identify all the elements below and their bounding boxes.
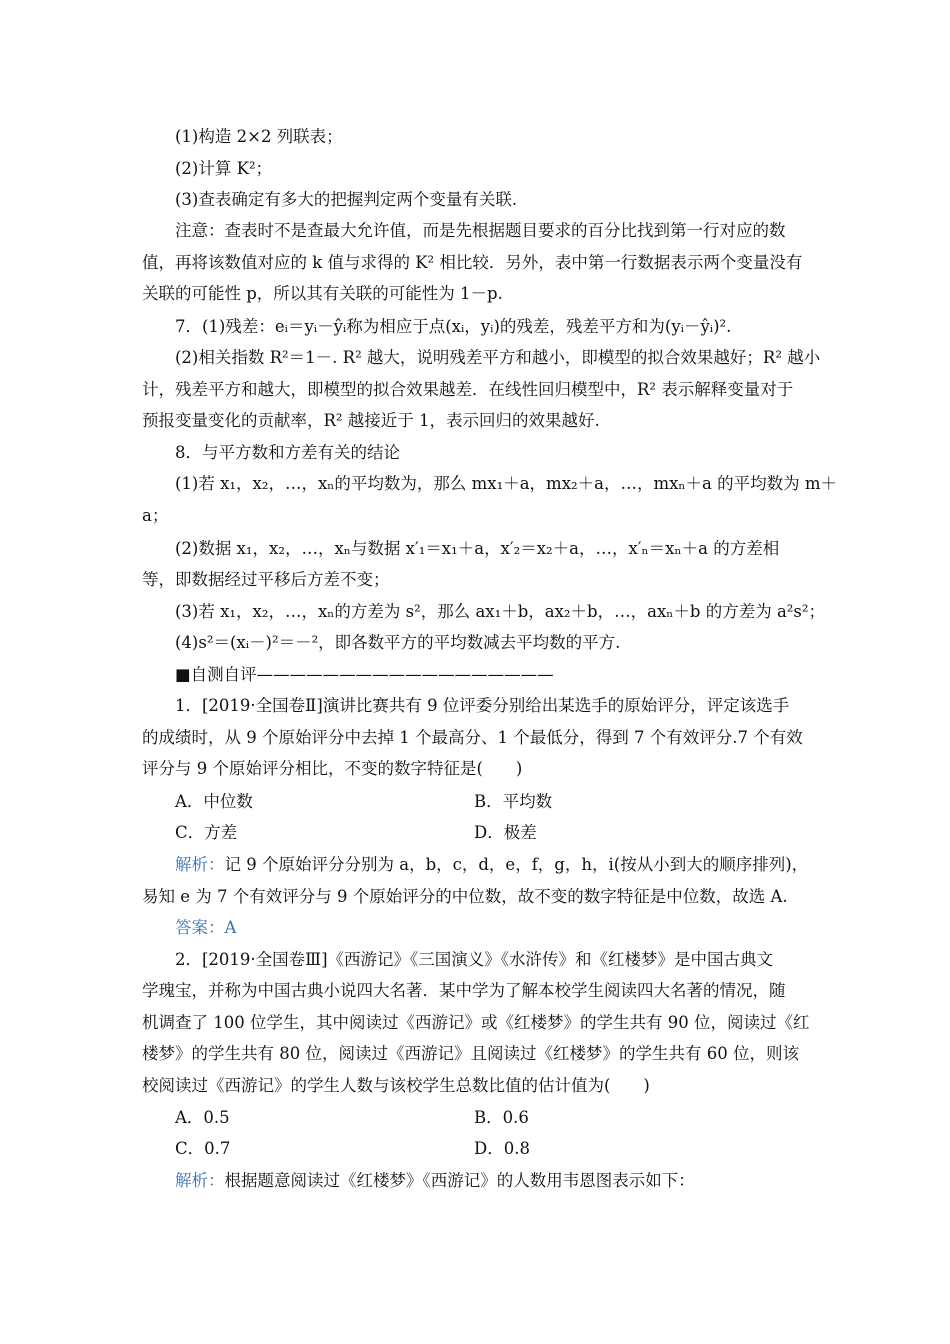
text-line: 值，再将该数值对应的 k 值与求得的 K² 相比较．另外，表中第一行数据表示两个变量没有: [142, 253, 803, 272]
text-line: 注意：查表时不是查最大允许值，而是先根据题目要求的百分比找到第一行对应的数: [175, 221, 786, 240]
question-1-text: 评分与 9 个原始评分相比，不变的数字特征是( ): [142, 759, 523, 778]
solution-label: 解析：: [175, 855, 225, 874]
question-2-text: 学瑰宝，并称为中国古典小说四大名著．某中学为了解本校学生阅读四大名著的情况，随: [142, 981, 786, 1000]
q1-solution: 解析：记 9 个原始评分分别为 a，b，c，d，e，f，g，h，i(按从小到大的顺序排列)，: [175, 855, 809, 874]
text-line: 7．(1)残差：eᵢ＝yᵢ－ŷᵢ称为相应于点(xᵢ，yᵢ)的残差，残差平方和为(yᵢ－ŷᵢ)².: [175, 317, 732, 336]
question-2-text: 校阅读过《西游记》的学生人数与该校学生总数比值的估计值为( ): [142, 1076, 650, 1095]
text-line: 等，即数据经过平移后方差不变；: [142, 570, 390, 589]
q2-option-d: D．0.8: [474, 1139, 530, 1158]
text-line: 预报变量变化的贡献率，R² 越接近于 1，表示回归的效果越好.: [142, 411, 600, 430]
text-line: 8．与平方数和方差有关的结论: [175, 443, 400, 462]
q2-solution: 解析：根据题意阅读过《红楼梦》《西游记》的人数用韦恩图表示如下：: [175, 1171, 695, 1190]
q1-option-d: D．极差: [474, 823, 537, 842]
text-line: (2)相关指数 R²＝1－. R² 越大，说明残差平方和越小，即模型的拟合效果越好；R² 越小: [175, 348, 821, 367]
q2-option-a: A．0.5: [175, 1108, 230, 1127]
text-line: a；: [142, 506, 169, 525]
text-line: 计，残差平方和越大，即模型的拟合效果越差．在线性回归模型中，R² 表示解释变量对于: [142, 380, 794, 399]
q1-answer: 答案：A: [175, 918, 237, 937]
q1-option-b: B．平均数: [474, 792, 553, 811]
q1-option-c: C．方差: [175, 823, 238, 842]
text-line: (3)若 x₁，x₂，…，xₙ的方差为 s²，那么 ax₁＋b，ax₂＋b，…，axₙ＋b 的方差为 a²s²；: [175, 602, 825, 621]
q2-option-c: C．0.7: [175, 1139, 231, 1158]
text-line: 关联的可能性 p，所以其有关联的可能性为 1－p.: [142, 284, 503, 303]
question-1-text: 的成绩时，从 9 个原始评分中去掉 1 个最高分、1 个最低分，得到 7 个有效评分.7 个有效: [142, 728, 803, 747]
text-line: (1)构造 2×2 列联表；: [175, 127, 343, 146]
question-2-text: 楼梦》的学生共有 80 位，阅读过《西游记》且阅读过《红楼梦》的学生共有 60 位，则该: [142, 1044, 799, 1063]
q1-solution: 易知 e 为 7 个有效评分与 9 个原始评分的中位数，故不变的数字特征是中位数，故选 A.: [142, 887, 788, 906]
text-line: (4)s²＝(xᵢ－)²＝－²，即各数平方的平均数减去平均数的平方.: [175, 633, 621, 652]
section-heading: ■自测自评——————————————————: [175, 665, 554, 684]
q2-option-b: B．0.6: [474, 1108, 529, 1127]
q1-option-a: A．中位数: [175, 792, 253, 811]
solution-label: 解析：: [175, 1171, 225, 1190]
answer-label: 答案：: [175, 918, 225, 937]
text-line: (2)计算 K²；: [175, 159, 273, 178]
text-line: (3)查表确定有多大的把握判定两个变量有关联.: [175, 190, 518, 209]
question-2-text: 机调查了 100 位学生，其中阅读过《西游记》或《红楼梦》的学生共有 90 位，阅读过《红: [142, 1013, 810, 1032]
question-2-text: 2．[2019·全国卷Ⅲ]《西游记》《三国演义》《水浒传》和《红楼梦》是中国古典文: [175, 950, 774, 969]
text-line: (1)若 x₁，x₂，…，xₙ的平均数为，那么 mx₁＋a，mx₂＋a，…，mxₙ＋a 的平均数为 m＋: [175, 474, 838, 493]
question-1-text: 1．[2019·全国卷Ⅱ]演讲比赛共有 9 位评委分别给出某选手的原始评分，评定该选手: [175, 696, 790, 715]
text-line: (2)数据 x₁，x₂，…，xₙ与数据 x′₁＝x₁＋a，x′₂＝x₂＋a，…，x′ₙ＝xₙ＋a 的方差相: [175, 539, 780, 558]
